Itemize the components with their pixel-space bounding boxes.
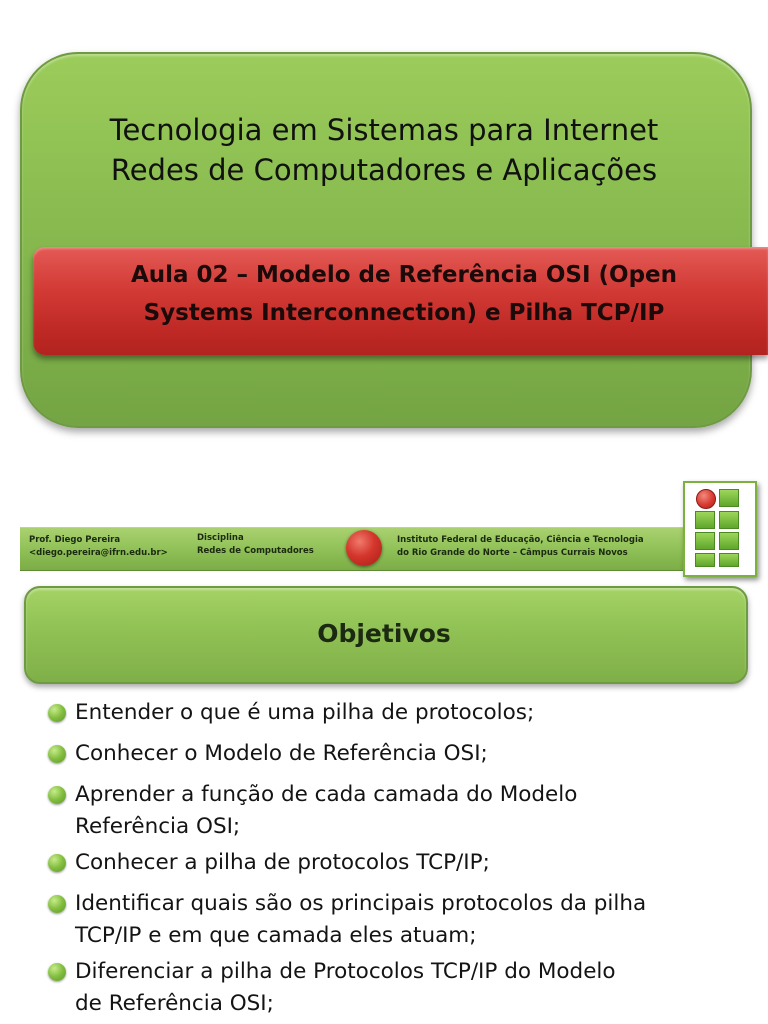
bullet-text: de Referência OSI;: [75, 991, 274, 1016]
list-item: [48, 956, 758, 1020]
bullet-dot-icon: [48, 895, 66, 913]
discipline-label: Disciplina: [197, 533, 244, 543]
institute-line-2: do Rio Grande do Norte – Câmpus Currais Novos: [397, 548, 628, 558]
title-panel: [20, 52, 752, 428]
lesson-title-line-2: Systems Interconnection) e Pilha TCP/IP: [143, 300, 665, 326]
bullet-dot-icon: [48, 704, 66, 722]
discipline-name: Redes de Computadores: [197, 546, 314, 556]
institute-info: [397, 534, 644, 560]
bullet-dot-icon: [48, 963, 66, 981]
discipline-info: [197, 532, 314, 558]
bullet-text: Referência OSI;: [75, 814, 241, 839]
lesson-title: [40, 256, 768, 332]
list-item: [48, 779, 758, 843]
objectives-list: [48, 697, 758, 1024]
institute-line-1: Instituto Federal de Educação, Ciência e Tecnologia: [397, 535, 644, 545]
bullet-text: Aprender a função de cada camada do Modelo: [75, 782, 578, 807]
professor-info: [29, 534, 168, 560]
list-item: [48, 847, 758, 879]
course-title-line-1: Tecnologia em Sistemas para Internet: [109, 113, 659, 147]
ifrn-logo-icon: [683, 481, 757, 577]
course-title: [20, 110, 748, 190]
list-item: [48, 697, 758, 729]
objectives-heading: Objetivos: [317, 619, 451, 648]
bullet-text: Entender o que é uma pilha de protocolos;: [75, 700, 535, 725]
red-circle-icon: [346, 530, 382, 566]
course-title-line-2: Redes de Computadores e Aplicações: [110, 153, 658, 187]
bullet-text: Diferenciar a pilha de Protocolos TCP/IP do Modelo: [75, 959, 616, 984]
list-item: [48, 738, 758, 770]
lesson-title-line-1: Aula 02 – Modelo de Referência OSI (Open: [130, 262, 678, 288]
bullet-text: Conhecer a pilha de protocolos TCP/IP;: [75, 850, 490, 875]
bullet-dot-icon: [48, 745, 66, 763]
list-item: [48, 888, 758, 952]
bullet-dot-icon: [48, 854, 66, 872]
bullet-text: TCP/IP e em que camada eles atuam;: [75, 923, 477, 948]
bullet-text: Identificar quais são os principais protocolos da pilha: [75, 891, 647, 916]
bullet-dot-icon: [48, 786, 66, 804]
bullet-text: Conhecer o Modelo de Referência OSI;: [75, 741, 488, 766]
logo-red-dot: [696, 489, 716, 509]
professor-email: <diego.pereira@ifrn.edu.br>: [29, 548, 168, 558]
professor-name: Prof. Diego Pereira: [29, 535, 121, 545]
